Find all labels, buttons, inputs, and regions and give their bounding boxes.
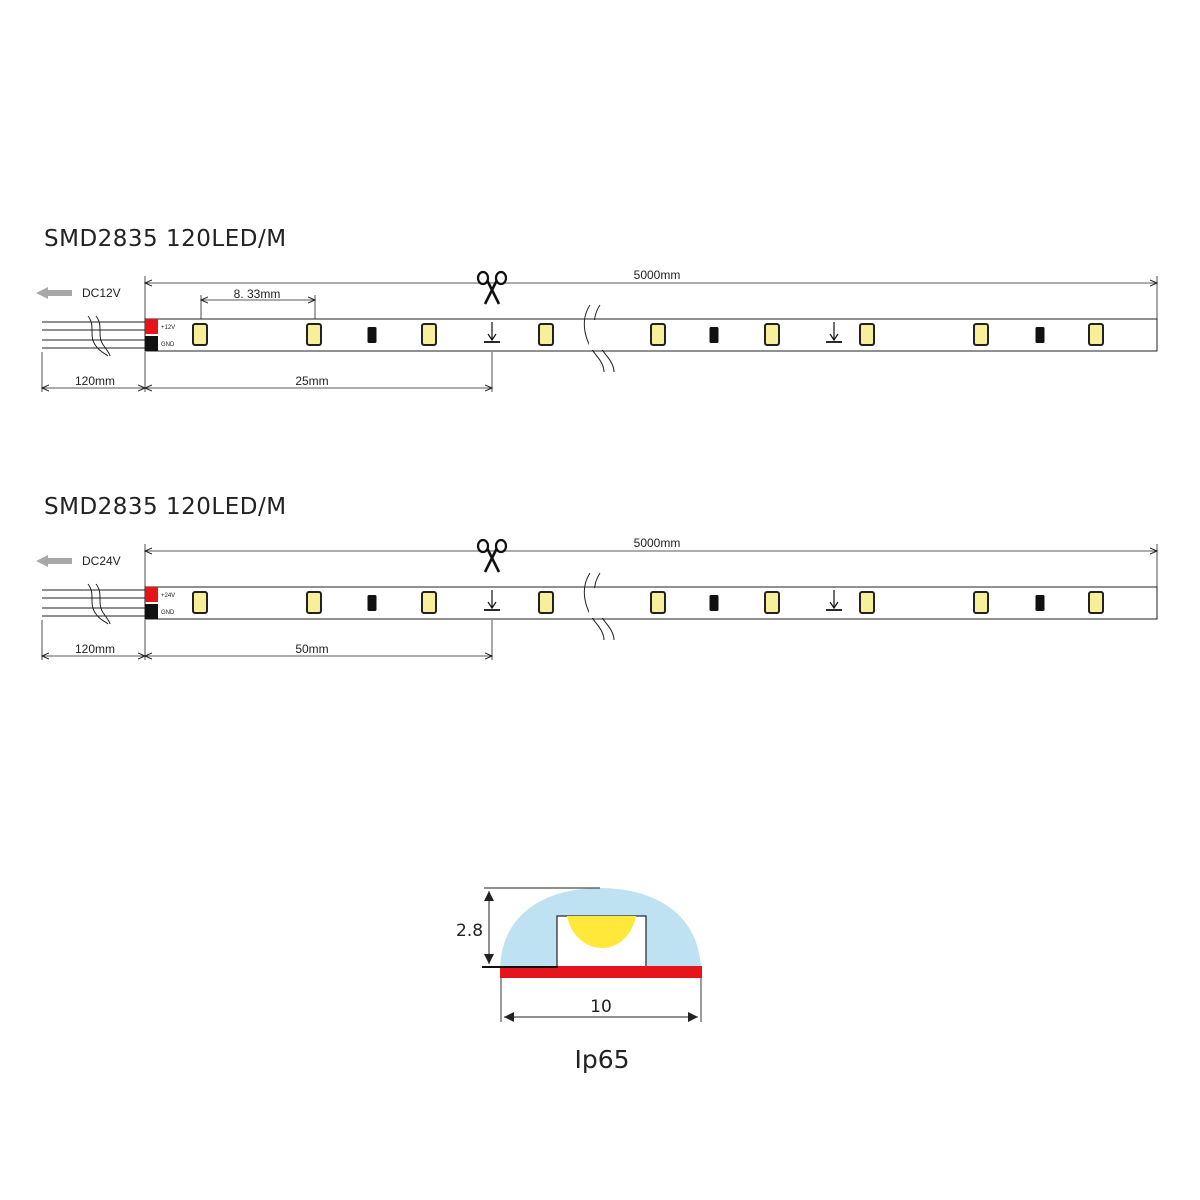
led-chip	[193, 592, 207, 613]
strip-body	[42, 305, 1157, 372]
cross-section	[456, 888, 702, 1074]
led-chip	[1089, 592, 1103, 613]
scissors-icon	[478, 272, 506, 304]
resistor	[1036, 327, 1045, 343]
scissors-icon	[478, 540, 506, 572]
ground-pad-label: GND	[161, 610, 175, 616]
cut-length-label: 50mm	[295, 642, 329, 656]
led-chip	[860, 592, 874, 613]
led-chip	[974, 324, 988, 345]
total-length-label: 5000mm	[633, 536, 681, 550]
led-chip	[539, 324, 553, 345]
wire-length-label: 120mm	[74, 374, 116, 388]
strip-1	[36, 226, 1157, 392]
resistor	[368, 595, 377, 611]
total-length-label: 5000mm	[633, 268, 681, 282]
positive-pad-label: +12V	[161, 325, 176, 331]
led-chip	[193, 324, 207, 345]
led-pitch-label: 8. 33mm	[233, 287, 281, 301]
led-chip	[860, 324, 874, 345]
led-chip	[651, 592, 665, 613]
voltage-label: DC24V	[82, 554, 121, 568]
resistor	[1036, 595, 1045, 611]
led-chip	[539, 592, 553, 613]
led-chip	[307, 592, 321, 613]
arrow-left-icon	[36, 287, 72, 299]
led-chip	[422, 324, 436, 345]
strip-1-title: SMD2835 120LED/M	[44, 226, 287, 252]
strip-body	[42, 573, 1157, 640]
led-chip	[422, 592, 436, 613]
positive-pad-label: +24V	[161, 593, 176, 599]
ground-pad-label: GND	[161, 342, 175, 348]
cut-length-label: 25mm	[295, 374, 329, 388]
strip-2-title: SMD2835 120LED/M	[44, 494, 287, 520]
wire-length-label: 120mm	[74, 642, 116, 656]
resistor	[710, 327, 719, 343]
height-label: 2.8	[456, 921, 484, 941]
strip-2	[36, 494, 1157, 660]
voltage-label: DC12V	[82, 286, 121, 300]
led-chip	[765, 324, 779, 345]
led-chip	[765, 592, 779, 613]
resistor	[710, 595, 719, 611]
led-chip	[974, 592, 988, 613]
led-chip	[307, 324, 321, 345]
led-chip	[651, 324, 665, 345]
led-chip	[1089, 324, 1103, 345]
resistor	[368, 327, 377, 343]
arrow-left-icon	[36, 555, 72, 567]
width-label: 10	[590, 997, 612, 1017]
ip-rating-label: Ip65	[574, 1045, 630, 1074]
